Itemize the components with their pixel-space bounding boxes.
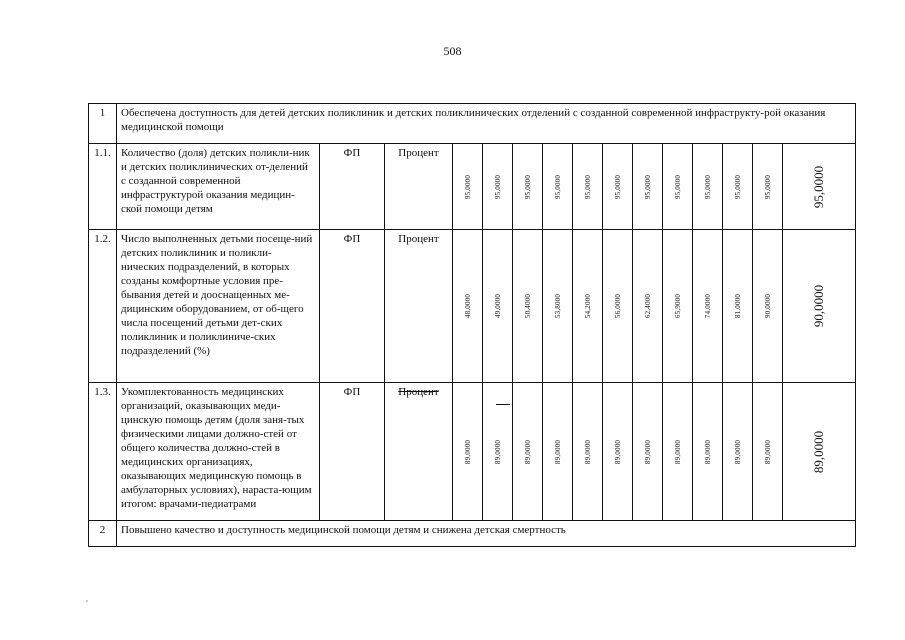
year-value: 48,0000 <box>463 293 472 319</box>
indicator-type: ФП <box>320 230 385 383</box>
indicator-unit: Процент <box>385 144 453 230</box>
page-number: 508 <box>443 44 462 58</box>
year-value-cell <box>663 383 693 521</box>
indicator-row <box>89 144 856 230</box>
indicator-unit: Процент <box>385 230 453 383</box>
year-value-cell <box>453 144 483 230</box>
section-number: 1 <box>89 104 117 144</box>
year-value: 95,0000 <box>763 174 772 199</box>
year-value-cell <box>483 230 513 383</box>
final-value-cell <box>783 383 856 521</box>
indicator-type: ФП <box>320 144 385 230</box>
year-value: 89,0000 <box>523 439 532 464</box>
year-value: 53,8000 <box>553 293 562 319</box>
year-value: 89,0000 <box>763 439 772 464</box>
year-value: 95,0000 <box>463 174 472 199</box>
year-value: 50,4000 <box>523 293 532 319</box>
year-value: 95,0000 <box>553 174 562 199</box>
final-value: 95,0000 <box>811 165 827 208</box>
year-value-cell <box>573 144 603 230</box>
year-value: 81,0000 <box>733 293 742 319</box>
year-value-cell <box>453 383 483 521</box>
year-value: 89,0000 <box>703 439 712 464</box>
year-value-cell <box>753 144 783 230</box>
year-value-cell <box>483 144 513 230</box>
scan-speck <box>86 600 88 602</box>
year-value-cell <box>603 383 633 521</box>
indicator-type: ФП <box>320 383 385 521</box>
year-value: 90,0000 <box>763 293 772 319</box>
year-value: 95,0000 <box>583 174 592 199</box>
year-value: 89,0000 <box>643 439 652 464</box>
year-value: 62,4000 <box>643 293 652 319</box>
year-value-cell <box>723 383 753 521</box>
section-title: Обеспечена доступность для детей детских поликлиник и детских поликлинических отделений с созданной современной инфраструкту-рой оказания медицинской помощи <box>117 104 856 144</box>
year-value: 95,0000 <box>523 174 532 199</box>
year-value: 95,0000 <box>733 174 742 199</box>
year-value-cell <box>513 383 543 521</box>
year-value-cell <box>633 383 663 521</box>
year-value-cell <box>543 144 573 230</box>
year-value: 54,2000 <box>583 293 592 319</box>
year-value: 89,0000 <box>493 439 502 464</box>
indicator-number: 1.2. <box>89 230 117 383</box>
year-value: 89,0000 <box>613 439 622 464</box>
year-value-cell <box>543 383 573 521</box>
year-value: 89,0000 <box>463 439 472 464</box>
indicator-name: Число выполненных детьми посеще-ний детских поликлиник и поликли-нических подразделений, в которых созданы комфортные условия пре-бывания детей и дооснащенных ме-дицинским оборудованием, от об-щего числа посещений детьми дет-ских поликлиник и поликлиниче-ских подразделений (%) <box>117 230 320 383</box>
indicator-row <box>89 383 856 521</box>
year-value: 89,0000 <box>553 439 562 464</box>
year-value: 95,0000 <box>613 174 622 199</box>
indicator-row <box>89 230 856 383</box>
year-value-cell <box>663 144 693 230</box>
year-value-cell <box>573 383 603 521</box>
year-value-cell <box>603 230 633 383</box>
year-value: 89,0000 <box>733 439 742 464</box>
year-value-cell <box>663 230 693 383</box>
year-value-cell <box>573 230 603 383</box>
year-value: 95,0000 <box>643 174 652 199</box>
year-value-cell <box>753 230 783 383</box>
year-value-cell <box>483 383 513 521</box>
section-row <box>89 521 856 547</box>
year-value-cell <box>603 144 633 230</box>
year-value: 95,0000 <box>673 174 682 199</box>
year-value: 89,0000 <box>583 439 592 464</box>
final-value-cell <box>783 230 856 383</box>
year-value-cell <box>633 144 663 230</box>
year-value-cell <box>453 230 483 383</box>
year-value: 56,0000 <box>613 293 622 319</box>
final-value-cell <box>783 144 856 230</box>
section-number: 2 <box>89 521 117 547</box>
year-value-cell <box>693 230 723 383</box>
section-title: Повышено качество и доступность медицинской помощи детям и снижена детская смертность <box>117 521 856 547</box>
indicator-number: 1.3. <box>89 383 117 521</box>
year-value: 89,0000 <box>673 439 682 464</box>
year-value: 65,9000 <box>673 293 682 319</box>
indicator-name: Количество (доля) детских поликли-ник и детских поликлинических от-делений с созданной современной инфраструктурой оказания медицин-ской помощи детям <box>117 144 320 230</box>
year-value: 49,0000 <box>493 293 502 319</box>
indicator-name: Укомплектованность медицинских организаций, оказывающих меди-цинскую помощь детям (доля заня-тых физическими лицами должно-стей от общего количества должно-стей в медицинских организациях, оказывающих медицинскую помощь в амбулаторных условиях), нараста-ющим итогом: врачами-педиатрами <box>117 383 320 521</box>
section-row <box>89 104 856 144</box>
indicator-number: 1.1. <box>89 144 117 230</box>
year-value-cell <box>693 383 723 521</box>
final-value: 90,0000 <box>811 284 827 328</box>
year-value: 95,0000 <box>493 174 502 199</box>
year-value-cell <box>753 383 783 521</box>
year-value-cell <box>723 230 753 383</box>
year-value-cell <box>633 230 663 383</box>
final-value: 89,0000 <box>811 430 827 473</box>
year-value-cell <box>693 144 723 230</box>
year-value: 74,0000 <box>703 293 712 319</box>
indicator-unit: Процент <box>385 383 453 521</box>
year-value-cell <box>543 230 573 383</box>
year-value-cell <box>723 144 753 230</box>
year-value: 95,0000 <box>703 174 712 199</box>
year-value-cell <box>513 230 543 383</box>
pen-mark <box>496 404 510 405</box>
year-value-cell <box>513 144 543 230</box>
indicators-table <box>88 103 856 547</box>
